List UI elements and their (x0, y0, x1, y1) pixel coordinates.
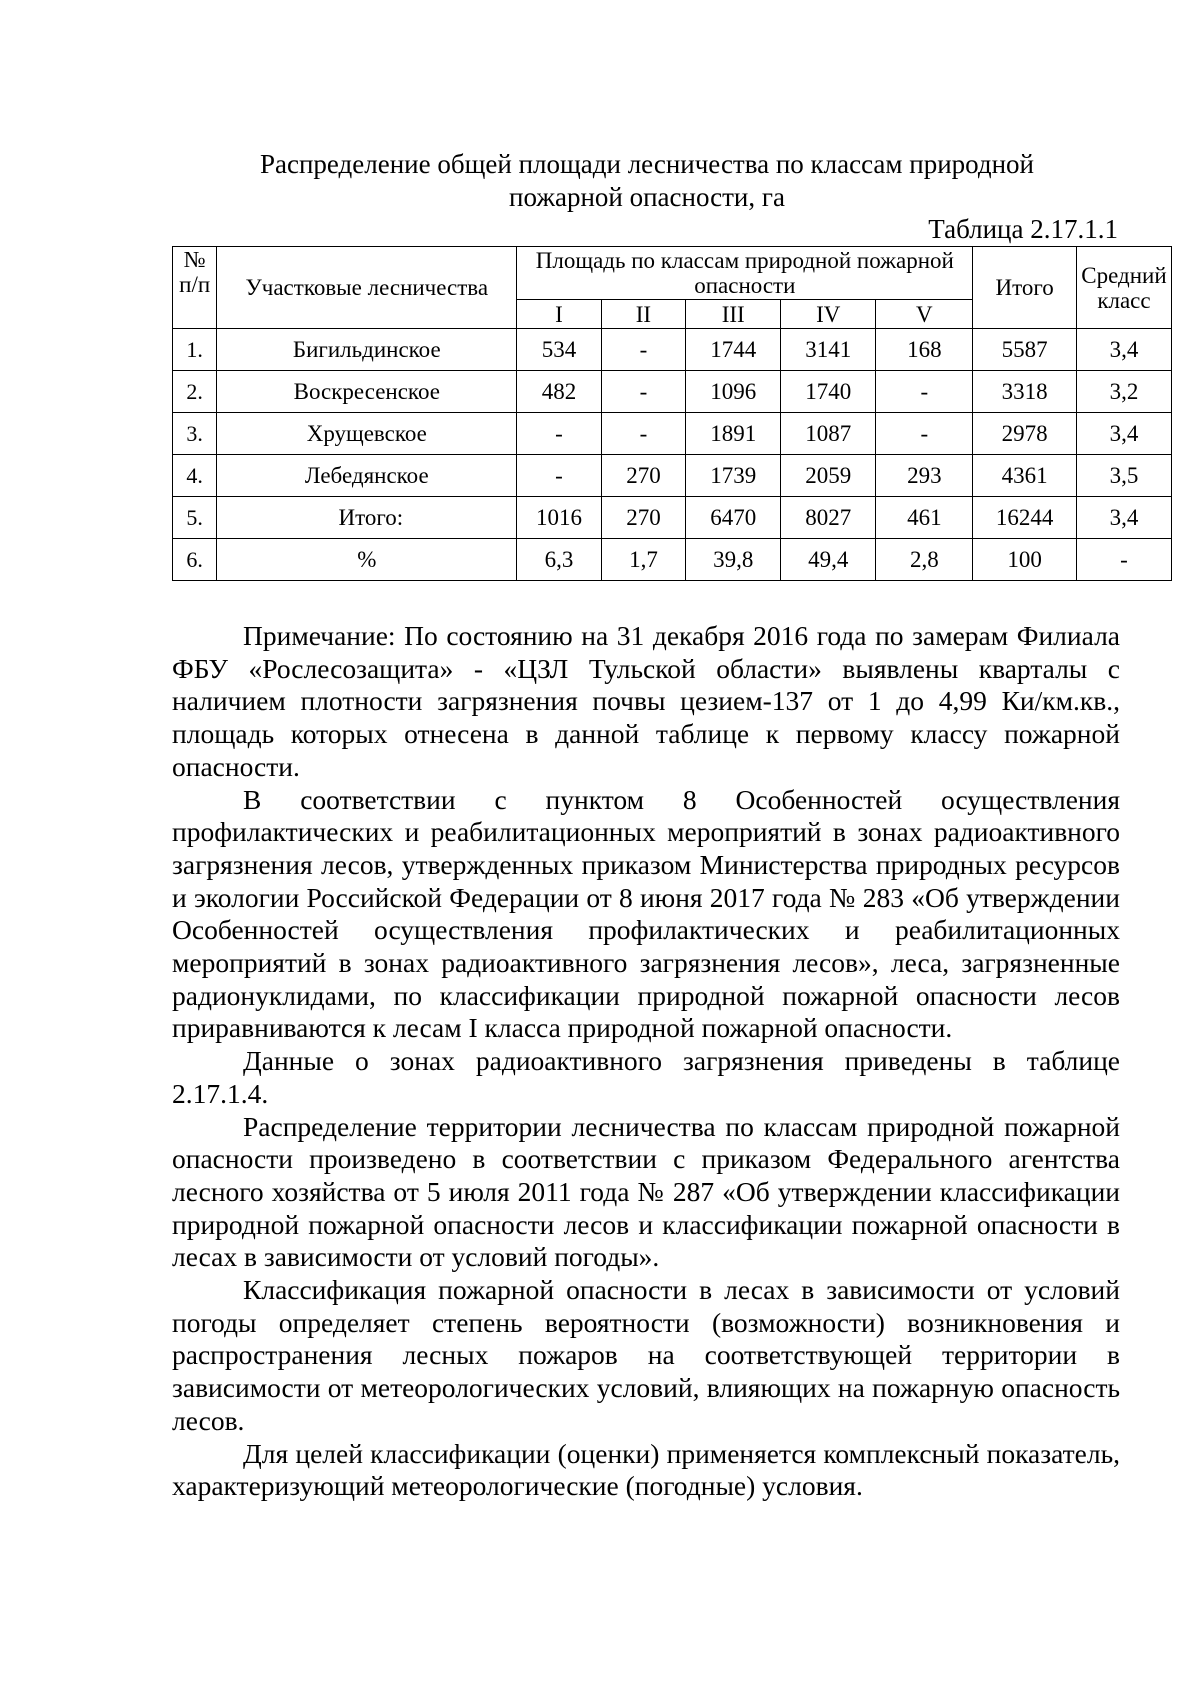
cell-class-1: 482 (517, 371, 601, 413)
row-district: Хрущевское (217, 413, 517, 455)
header-class-3: III (686, 300, 781, 329)
table-row-total (173, 497, 1172, 539)
cell-class-1: 6,3 (517, 539, 601, 581)
cell-class-5: - (876, 371, 973, 413)
cell-class-4: 3141 (781, 329, 876, 371)
cell-class-5: 168 (876, 329, 973, 371)
cell-total: 5587 (973, 329, 1076, 371)
cell-class-2: 1,7 (601, 539, 685, 581)
header-area-group: Площадь по классам природной пожарной опасности (517, 247, 973, 300)
cell-class-3: 1739 (686, 455, 781, 497)
cell-avg-class: 3,2 (1076, 371, 1171, 413)
cell-total: 100 (973, 539, 1076, 581)
header-avg-class: Средний класс (1076, 247, 1171, 329)
cell-avg-class: 3,4 (1076, 413, 1171, 455)
cell-class-3: 1891 (686, 413, 781, 455)
table-row-percent (173, 539, 1172, 581)
cell-class-1: 1016 (517, 497, 601, 539)
cell-avg-class: 3,4 (1076, 329, 1171, 371)
cell-avg-class: 3,4 (1076, 497, 1171, 539)
paragraph: Для целей классификации (оценки) применяется комплексный показатель, характеризующий метеорологические (погодные) условия. (172, 1437, 1120, 1502)
cell-class-3: 6470 (686, 497, 781, 539)
paragraph: Данные о зонах радиоактивного загрязнения приведены в таблице 2.17.1.4. (172, 1045, 1120, 1109)
cell-class-2: - (601, 371, 685, 413)
cell-class-1: - (517, 413, 601, 455)
cell-total: 4361 (973, 455, 1076, 497)
cell-class-5: - (876, 413, 973, 455)
table-row (173, 329, 1172, 371)
table-row (173, 455, 1172, 497)
cell-class-4: 49,4 (781, 539, 876, 581)
cell-class-2: - (601, 329, 685, 371)
table-title-line-1: Распределение общей площади лесничества по классам природной (259, 149, 1035, 179)
table-title-line-2: пожарной опасности, га (509, 182, 785, 212)
cell-class-5: 293 (876, 455, 973, 497)
row-district: Бигильдинское (217, 329, 517, 371)
table-number: Таблица 2.17.1.1 (928, 214, 1118, 244)
paragraph: Распределение территории лесничества по классам природной пожарной опасности произведено в соответствии с приказом Федерального агентства лесного хозяйства от 5 июля 2011 года № 287 «Об утверждении классификации природной пожарной опасности лесов и классификации пожарной опасности в лесах в зависимости от условий погоды». (172, 1110, 1120, 1273)
row-district: % (217, 539, 517, 581)
row-number: 6. (173, 539, 217, 581)
cell-class-3: 39,8 (686, 539, 781, 581)
row-number: 1. (173, 329, 217, 371)
cell-total: 3318 (973, 371, 1076, 413)
cell-class-2: - (601, 413, 685, 455)
row-number: 2. (173, 371, 217, 413)
cell-class-5: 461 (876, 497, 973, 539)
row-district: Итого: (217, 497, 517, 539)
header-number: № п/п (173, 247, 217, 329)
row-number: 3. (173, 413, 217, 455)
header-class-5: V (876, 300, 973, 329)
header-class-4: IV (781, 300, 876, 329)
body-text (172, 620, 1120, 1503)
table-row (173, 371, 1172, 413)
row-district: Лебедянское (217, 455, 517, 497)
cell-class-1: 534 (517, 329, 601, 371)
table-row (173, 413, 1172, 455)
cell-class-3: 1744 (686, 329, 781, 371)
row-number: 4. (173, 455, 217, 497)
cell-class-2: 270 (601, 497, 685, 539)
cell-class-4: 2059 (781, 455, 876, 497)
cell-avg-class: - (1076, 539, 1171, 581)
cell-class-3: 1096 (686, 371, 781, 413)
header-total: Итого (973, 247, 1076, 329)
header-class-1: I (517, 300, 601, 329)
paragraph: Классификация пожарной опасности в лесах в зависимости от условий погоды определяет степень вероятности (возможности) возникновения и распространения лесных пожаров на соответствующей территории в зависимости от метеорологических условий, влияющих на пожарную опасность лесов. (172, 1274, 1120, 1436)
fire-danger-table (172, 246, 1172, 581)
cell-total: 2978 (973, 413, 1076, 455)
header-class-2: II (601, 300, 685, 329)
paragraph-note: Примечание: По состоянию на 31 декабря 2016 года по замерам Филиала ФБУ «Рослесозащита» - «ЦЗЛ Тульской области» выявлены кварталы с наличием плотности загрязнения почвы цезием-137 от 1 до 4,99 Ки/км.кв., площадь которых отнесена в данной таблице к первому классу пожарной опасности. (172, 620, 1120, 782)
row-number: 5. (173, 497, 217, 539)
header-district: Участковые лесничества (217, 247, 517, 329)
cell-class-4: 1740 (781, 371, 876, 413)
cell-class-1: - (517, 455, 601, 497)
cell-total: 16244 (973, 497, 1076, 539)
cell-class-4: 8027 (781, 497, 876, 539)
cell-avg-class: 3,5 (1076, 455, 1171, 497)
cell-class-4: 1087 (781, 413, 876, 455)
cell-class-5: 2,8 (876, 539, 973, 581)
cell-class-2: 270 (601, 455, 685, 497)
row-district: Воскресенское (217, 371, 517, 413)
paragraph: В соответствии с пунктом 8 Особенностей осуществления профилактических и реабилитационных мероприятий в зонах радиоактивного загрязнения лесов, утвержденных приказом Министерства природных ресурсов и экологии Российской Федерации от 8 июня 2017 года № 283 «Об утверждении Особенностей осуществления профилактических и реабилитационных мероприятий в зонах радиоактивного загрязнения лесов», леса, загрязненные радионуклидами, по классификации природной пожарной опасности лесов приравниваются к лесам I класса природной пожарной опасности. (172, 783, 1120, 1044)
